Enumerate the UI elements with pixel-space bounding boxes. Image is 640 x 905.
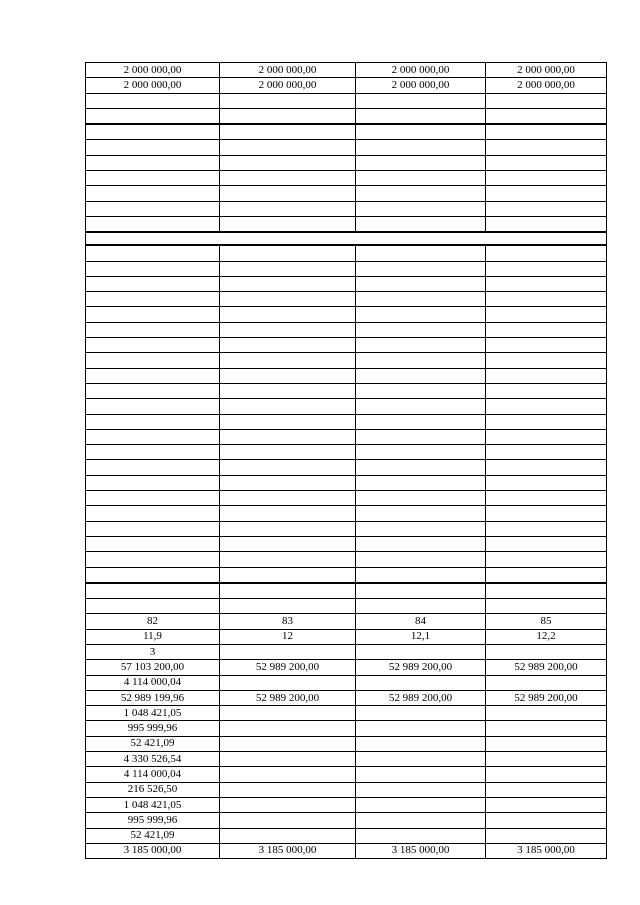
- table-cell: [356, 767, 486, 782]
- table-cell: [220, 292, 356, 307]
- table-row: [86, 292, 607, 307]
- table-cell: [220, 216, 356, 232]
- table-cell: [86, 399, 220, 414]
- table-row: [86, 383, 607, 398]
- table-row: [86, 843, 607, 858]
- table-cell: [86, 171, 220, 186]
- table-row: [86, 629, 607, 644]
- table-cell: [356, 124, 486, 140]
- table-cell: [356, 307, 486, 322]
- table-row: [86, 307, 607, 322]
- table-cell: [86, 307, 220, 322]
- table-cell: 52 989 200,00: [356, 660, 486, 675]
- table-row: [86, 78, 607, 93]
- table-cell: [220, 445, 356, 460]
- table-row: [86, 506, 607, 521]
- table-cell: [486, 491, 607, 506]
- table-cell: 52 989 199,96: [86, 690, 220, 705]
- table-row: [86, 216, 607, 232]
- table-cell: [220, 536, 356, 551]
- table-cell: 84: [356, 614, 486, 629]
- table-cell: [220, 521, 356, 536]
- table-row: [86, 155, 607, 170]
- table-cell: [356, 93, 486, 108]
- table-cell: [86, 186, 220, 201]
- section-divider-cell: [86, 232, 607, 245]
- table-cell: [486, 506, 607, 521]
- table-row: [86, 63, 607, 78]
- table-cell: [486, 644, 607, 659]
- table-cell: [486, 429, 607, 444]
- table-row: [86, 491, 607, 506]
- table-cell: 12,2: [486, 629, 607, 644]
- table-cell: 995 999,96: [86, 813, 220, 828]
- table-row: [86, 414, 607, 429]
- table-cell: [220, 782, 356, 797]
- table-cell: [486, 797, 607, 812]
- table-row: [86, 521, 607, 536]
- table-cell: [356, 322, 486, 337]
- table-cell: 82: [86, 614, 220, 629]
- table-cell: [356, 552, 486, 567]
- table-cell: [220, 383, 356, 398]
- table-cell: [356, 583, 486, 599]
- table-cell: [486, 736, 607, 751]
- table-cell: [86, 245, 220, 261]
- table-cell: 3: [86, 644, 220, 659]
- table-cell: 2 000 000,00: [486, 63, 607, 78]
- table-cell: [220, 201, 356, 216]
- table-cell: [220, 706, 356, 721]
- table-cell: 2 000 000,00: [486, 78, 607, 93]
- table-cell: [486, 414, 607, 429]
- table-cell: [356, 797, 486, 812]
- table-row: [86, 445, 607, 460]
- table-row: [86, 782, 607, 797]
- table-row: [86, 245, 607, 261]
- table-cell: [356, 140, 486, 155]
- table-cell: [356, 245, 486, 261]
- table-cell: [356, 644, 486, 659]
- table-cell: [356, 276, 486, 291]
- table-cell: [486, 322, 607, 337]
- table-row: [86, 261, 607, 276]
- table-row: [86, 552, 607, 567]
- table-cell: [86, 583, 220, 599]
- table-cell: [220, 491, 356, 506]
- table-row: [86, 706, 607, 721]
- table-row: [86, 140, 607, 155]
- table-cell: [220, 475, 356, 490]
- table-cell: [356, 813, 486, 828]
- table-cell: [356, 706, 486, 721]
- table-row: [86, 614, 607, 629]
- table-cell: [486, 721, 607, 736]
- table-cell: [486, 752, 607, 767]
- table-cell: 2 000 000,00: [220, 63, 356, 78]
- table-cell: [220, 186, 356, 201]
- table-cell: 57 103 200,00: [86, 660, 220, 675]
- table-cell: [86, 383, 220, 398]
- table-cell: [356, 429, 486, 444]
- table-cell: [220, 721, 356, 736]
- table-cell: [486, 460, 607, 475]
- table-cell: [220, 368, 356, 383]
- table-cell: [486, 140, 607, 155]
- table-cell: [486, 475, 607, 490]
- table-row: [86, 644, 607, 659]
- table-cell: 1 048 421,05: [86, 797, 220, 812]
- table-cell: 52 989 200,00: [356, 690, 486, 705]
- table-cell: [86, 216, 220, 232]
- table-cell: 2 000 000,00: [86, 63, 220, 78]
- table-cell: [486, 368, 607, 383]
- table-row: [86, 368, 607, 383]
- table-cell: [356, 368, 486, 383]
- table-cell: 52 989 200,00: [220, 690, 356, 705]
- table-cell: [86, 567, 220, 583]
- table-cell: [356, 292, 486, 307]
- table-cell: [356, 506, 486, 521]
- table-cell: [486, 93, 607, 108]
- table-cell: [86, 475, 220, 490]
- budget-table-body: [86, 63, 607, 859]
- table-cell: [486, 536, 607, 551]
- table-row: [86, 721, 607, 736]
- budget-table: [85, 62, 607, 859]
- table-cell: [86, 155, 220, 170]
- table-cell: [220, 736, 356, 751]
- table-cell: [356, 460, 486, 475]
- table-cell: [86, 140, 220, 155]
- table-cell: 12: [220, 629, 356, 644]
- table-cell: [486, 583, 607, 599]
- table-cell: [220, 124, 356, 140]
- table-cell: [356, 521, 486, 536]
- table-cell: [86, 506, 220, 521]
- table-cell: [486, 599, 607, 614]
- table-cell: [220, 338, 356, 353]
- table-cell: [356, 536, 486, 551]
- table-cell: [356, 186, 486, 201]
- table-row: [86, 475, 607, 490]
- table-row: [86, 201, 607, 216]
- table-cell: [356, 338, 486, 353]
- table-cell: 85: [486, 614, 607, 629]
- table-cell: [86, 536, 220, 551]
- table-row: [86, 338, 607, 353]
- table-row: [86, 583, 607, 599]
- table-cell: [486, 307, 607, 322]
- table-cell: [356, 155, 486, 170]
- table-row: [86, 108, 607, 124]
- table-cell: 216 526,50: [86, 782, 220, 797]
- table-cell: [86, 368, 220, 383]
- table-cell: [486, 521, 607, 536]
- table-cell: 1 048 421,05: [86, 706, 220, 721]
- table-cell: [486, 108, 607, 124]
- table-cell: [220, 460, 356, 475]
- table-cell: [86, 124, 220, 140]
- table-cell: [220, 140, 356, 155]
- table-cell: [486, 245, 607, 261]
- table-row: [86, 353, 607, 368]
- table-cell: [220, 813, 356, 828]
- table-row: [86, 171, 607, 186]
- table-row: [86, 767, 607, 782]
- table-row: [86, 660, 607, 675]
- table-cell: 83: [220, 614, 356, 629]
- table-cell: [356, 108, 486, 124]
- table-cell: [356, 828, 486, 843]
- table-cell: 4 330 526,54: [86, 752, 220, 767]
- table-cell: [486, 201, 607, 216]
- table-cell: [486, 445, 607, 460]
- table-cell: [486, 261, 607, 276]
- table-cell: [486, 675, 607, 690]
- table-cell: [220, 828, 356, 843]
- table-cell: [356, 567, 486, 583]
- table-cell: [486, 552, 607, 567]
- table-row: [86, 736, 607, 751]
- table-cell: [86, 201, 220, 216]
- table-cell: [356, 736, 486, 751]
- table-row: [86, 460, 607, 475]
- table-row: [86, 399, 607, 414]
- table-cell: [220, 155, 356, 170]
- table-cell: [220, 414, 356, 429]
- table-cell: [220, 506, 356, 521]
- table-cell: [486, 276, 607, 291]
- table-cell: [86, 445, 220, 460]
- table-cell: 3 185 000,00: [486, 843, 607, 858]
- table-cell: [220, 552, 356, 567]
- table-row: [86, 599, 607, 614]
- table-cell: [220, 93, 356, 108]
- table-cell: [356, 383, 486, 398]
- table-cell: 2 000 000,00: [220, 78, 356, 93]
- table-cell: [86, 108, 220, 124]
- table-cell: [356, 171, 486, 186]
- table-row: [86, 232, 607, 245]
- table-cell: [486, 155, 607, 170]
- table-cell: [220, 567, 356, 583]
- table-row: [86, 675, 607, 690]
- table-cell: [486, 782, 607, 797]
- table-cell: [356, 491, 486, 506]
- table-row: [86, 797, 607, 812]
- table-row: [86, 536, 607, 551]
- table-cell: [356, 353, 486, 368]
- table-cell: 52 989 200,00: [220, 660, 356, 675]
- table-cell: [220, 583, 356, 599]
- table-row: [86, 690, 607, 705]
- table-cell: [356, 675, 486, 690]
- table-cell: [86, 276, 220, 291]
- table-cell: [220, 429, 356, 444]
- table-cell: [486, 706, 607, 721]
- table-cell: [86, 491, 220, 506]
- table-cell: [356, 414, 486, 429]
- table-cell: [486, 353, 607, 368]
- table-cell: 52 421,09: [86, 828, 220, 843]
- data-sheet: [85, 62, 606, 859]
- table-row: [86, 567, 607, 583]
- table-cell: [220, 399, 356, 414]
- table-cell: [220, 752, 356, 767]
- table-cell: [220, 276, 356, 291]
- table-cell: [220, 767, 356, 782]
- table-cell: [220, 599, 356, 614]
- table-row: [86, 429, 607, 444]
- table-cell: [486, 567, 607, 583]
- table-row: [86, 186, 607, 201]
- table-cell: 2 000 000,00: [356, 63, 486, 78]
- table-cell: [86, 353, 220, 368]
- table-cell: 3 185 000,00: [356, 843, 486, 858]
- table-cell: 52 989 200,00: [486, 660, 607, 675]
- table-cell: 2 000 000,00: [356, 78, 486, 93]
- table-cell: [220, 675, 356, 690]
- table-cell: [356, 782, 486, 797]
- table-cell: 3 185 000,00: [86, 843, 220, 858]
- table-cell: [220, 644, 356, 659]
- table-cell: [356, 216, 486, 232]
- table-cell: [356, 399, 486, 414]
- table-cell: 4 114 000,04: [86, 675, 220, 690]
- table-cell: [486, 813, 607, 828]
- table-cell: [356, 201, 486, 216]
- table-cell: [486, 292, 607, 307]
- table-row: [86, 828, 607, 843]
- table-cell: [486, 767, 607, 782]
- table-cell: [356, 261, 486, 276]
- table-cell: [86, 93, 220, 108]
- table-cell: 4 114 000,04: [86, 767, 220, 782]
- table-cell: [356, 752, 486, 767]
- table-cell: 52 421,09: [86, 736, 220, 751]
- table-cell: [86, 521, 220, 536]
- table-cell: [86, 322, 220, 337]
- table-cell: 2 000 000,00: [86, 78, 220, 93]
- table-cell: [486, 399, 607, 414]
- table-cell: [220, 245, 356, 261]
- table-cell: [220, 797, 356, 812]
- table-cell: [220, 322, 356, 337]
- table-cell: [356, 721, 486, 736]
- table-cell: 995 999,96: [86, 721, 220, 736]
- table-cell: 3 185 000,00: [220, 843, 356, 858]
- table-row: [86, 813, 607, 828]
- table-row: [86, 322, 607, 337]
- table-cell: [86, 414, 220, 429]
- table-cell: [356, 445, 486, 460]
- table-cell: [486, 338, 607, 353]
- table-cell: [486, 171, 607, 186]
- table-cell: [486, 383, 607, 398]
- table-cell: 11,9: [86, 629, 220, 644]
- table-cell: [486, 216, 607, 232]
- table-cell: [86, 292, 220, 307]
- table-cell: 12,1: [356, 629, 486, 644]
- table-row: [86, 124, 607, 140]
- table-row: [86, 93, 607, 108]
- table-cell: [86, 552, 220, 567]
- table-cell: [86, 261, 220, 276]
- table-cell: [220, 171, 356, 186]
- table-cell: [86, 429, 220, 444]
- table-cell: [356, 475, 486, 490]
- table-cell: [86, 338, 220, 353]
- table-cell: 52 989 200,00: [486, 690, 607, 705]
- table-cell: [220, 353, 356, 368]
- table-cell: [86, 460, 220, 475]
- table-cell: [356, 599, 486, 614]
- table-cell: [220, 307, 356, 322]
- table-cell: [486, 828, 607, 843]
- table-cell: [486, 124, 607, 140]
- table-cell: [220, 108, 356, 124]
- table-cell: [486, 186, 607, 201]
- table-row: [86, 276, 607, 291]
- table-cell: [86, 599, 220, 614]
- table-cell: [220, 261, 356, 276]
- table-row: [86, 752, 607, 767]
